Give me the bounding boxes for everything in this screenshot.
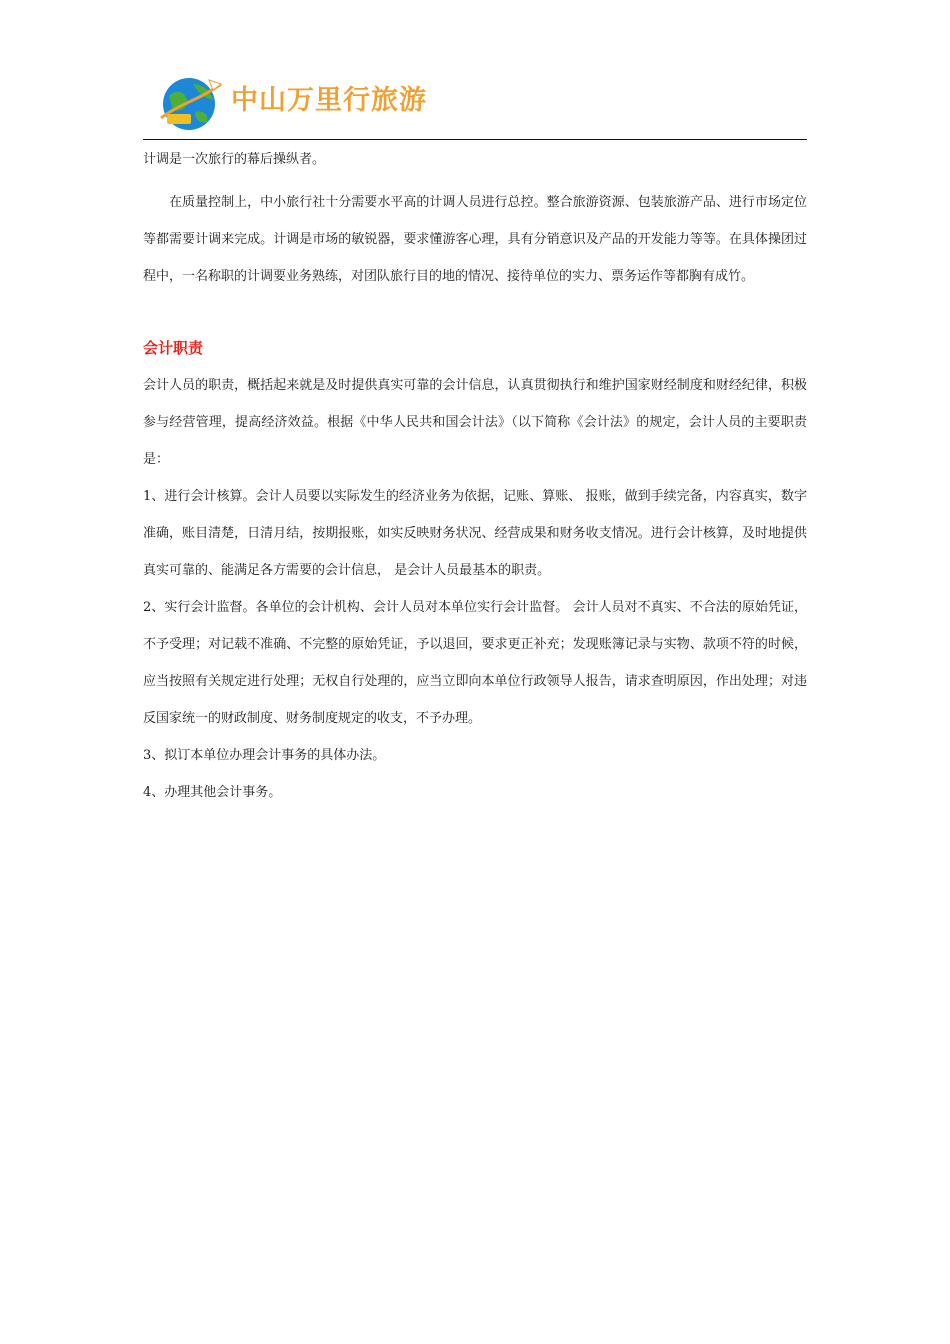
document-body [143, 146, 807, 811]
logo-text: 中山万里行旅游 [231, 85, 427, 116]
header-divider [143, 139, 807, 140]
quality-paragraph: 在质量控制上，中小旅行社十分需要水平高的计调人员进行总控。整合旅游资源、包装旅游产品、进行市场定位等都需要计调来完成。计调是市场的敏锐器，要求懂游客心理，具有分销意识及产品的开发能力等等。在具体操团过程中，一名称职的计调要业务熟练，对团队旅行目的地的情况、接待单位的实力、票务运作等都胸有成竹。 [143, 195, 807, 284]
duty-item-1: 1、进行会计核算。会计人员要以实际发生的经济业务为依据，记账、算账、 报账，做到手续完备，内容真实，数字准确，账目清楚，日清月结，按期报账，如实反映财务状况、经营成果和财务收支情况。进行会计核算，及时地提供真实可靠的、能满足各方需要的会计信息， 是会计人员最基本的职责。 [143, 489, 807, 578]
section-title-accounting-duties: 会计职责 [143, 339, 204, 357]
page-header [143, 62, 807, 140]
globe-logo-icon [159, 74, 223, 132]
intro-line: 计调是一次旅行的幕后操纵者。 [143, 152, 326, 167]
duty-item-4: 4、办理其他会计事务。 [143, 785, 282, 800]
duties-intro-paragraph: 会计人员的职责，概括起来就是及时提供真实可靠的会计信息，认真贯彻执行和维护国家财经制度和财经纪律，积极参与经营管理，提高经济效益。根据《中华人民共和国会计法》（以下简称《会计法》的规定，会计人员的主要职责是： [143, 378, 807, 467]
duty-item-2: 2、实行会计监督。各单位的会计机构、会计人员对本单位实行会计监督。 会计人员对不真实、不合法的原始凭证，不予受理；对记载不准确、不完整的原始凭证，予以退回，要求更正补充；发现账簿记录与实物、款项不符的时候，应当按照有关规定进行处理；无权自行处理的，应当立即向本单位行政领导人报告，请求查明原因，作出处理；对违反国家统一的财政制度、财务制度规定的收支，不予办理。 [143, 600, 807, 726]
duty-item-3: 3、拟订本单位办理会计事务的具体办法。 [143, 748, 386, 763]
